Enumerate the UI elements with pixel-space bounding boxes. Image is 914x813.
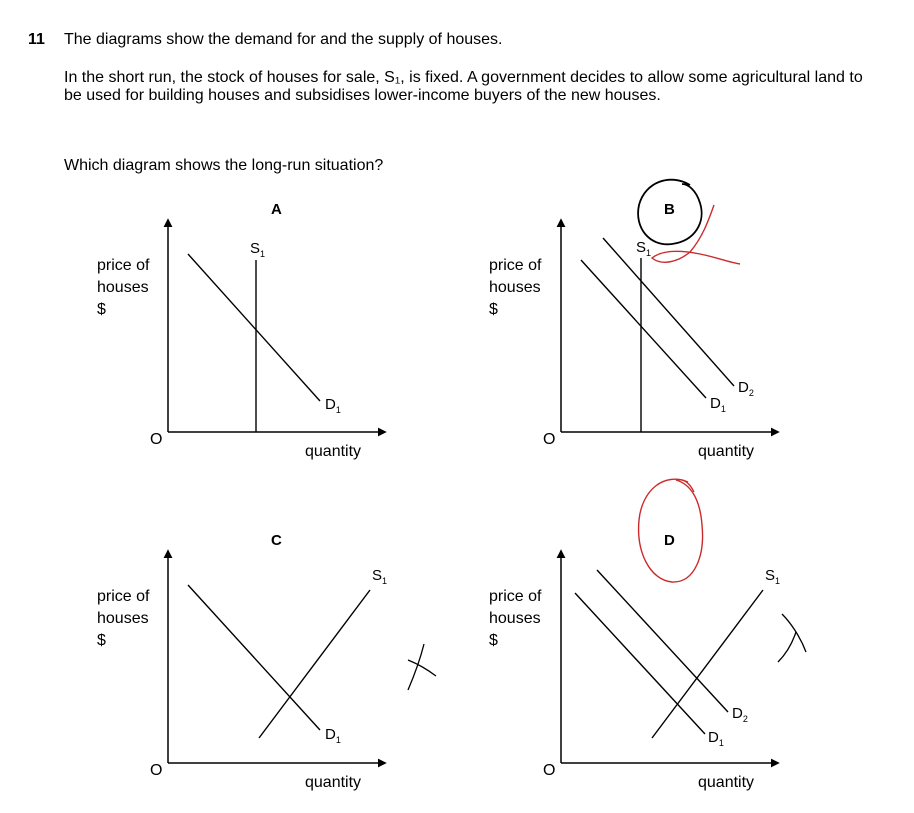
diagram-b-xlabel: quantity <box>698 443 755 460</box>
diagram-b-ylabel-line1: price of <box>489 257 542 274</box>
diagram-d-s1-label: $S_1$ <box>765 567 781 586</box>
diagram-b-label: B <box>664 201 675 218</box>
question-prompt: Which diagram shows the long-run situation? <box>64 157 384 174</box>
diagram-d-ylabel-line2: houses <box>489 610 541 627</box>
diagram-c-xlabel: quantity <box>305 774 362 791</box>
diagram-d-ylabel-line3: $ <box>489 632 498 649</box>
diagram-d-d1-label: $D_1$ <box>708 729 724 748</box>
diagram-b-origin: O <box>543 431 556 448</box>
diagram-a-d1-label: $D_1$ <box>325 396 341 415</box>
diagram-a <box>97 201 385 460</box>
diagram-c <box>97 532 387 791</box>
diagram-c-label: C <box>271 532 282 549</box>
diagram-a-ylabel-line3: $ <box>97 301 106 318</box>
diagram-b-d1-label: $D_1$ <box>710 395 726 414</box>
diagram-b <box>489 201 778 460</box>
cross-mark-d-stroke2 <box>778 632 796 662</box>
diagram-a-ylabel-line1: price of <box>97 257 150 274</box>
diagram-a-label: A <box>271 201 282 218</box>
diagram-d <box>489 532 780 791</box>
diagram-b-ylabel-line3: $ <box>489 301 498 318</box>
diagram-c-s1-label: $S_1$ <box>372 567 388 586</box>
cross-mark-d-stroke1 <box>782 614 806 652</box>
diagram-a-xlabel: quantity <box>305 443 362 460</box>
diagram-b-s1-label: $S_1$ <box>636 239 652 258</box>
diagram-b-demand-d2 <box>603 238 734 386</box>
diagram-d-demand-d2 <box>597 570 728 712</box>
diagram-d-d2-label: $D_2$ <box>732 705 748 724</box>
diagram-b-demand-d1 <box>581 260 706 398</box>
diagram-b-d2-label: $D_2$ <box>738 379 754 398</box>
diagram-a-ylabel-line2: houses <box>97 279 149 296</box>
diagram-c-ylabel-line3: $ <box>97 632 106 649</box>
red-circle-mark <box>639 479 703 582</box>
diagram-d-label: D <box>664 532 675 549</box>
diagram-c-demand-d1 <box>188 585 320 730</box>
diagram-a-s1-label: $S_1$ <box>250 240 266 259</box>
diagram-c-d1-label: $D_1$ <box>325 726 341 745</box>
diagram-d-origin: O <box>543 762 556 779</box>
diagram-a-origin: O <box>150 431 163 448</box>
diagram-d-xlabel: quantity <box>698 774 755 791</box>
handwritten-annotations <box>408 180 806 690</box>
diagram-a-demand-d1 <box>188 254 320 401</box>
cross-mark-c-stroke2 <box>408 660 436 676</box>
diagram-c-supply-s1 <box>259 590 370 738</box>
diagram-c-origin: O <box>150 762 163 779</box>
question-intro: The diagrams show the demand for and the supply of houses. <box>64 31 503 48</box>
diagram-b-ylabel-line2: houses <box>489 279 541 296</box>
diagram-d-ylabel-line1: price of <box>489 588 542 605</box>
question-number: 11 <box>28 31 45 48</box>
diagram-d-demand-d1 <box>575 593 705 734</box>
question-context: In the short run, the stock of houses for sale, S₁, is fixed. A government decides to allow some agricultural land to be used for building houses and subsidises lower-income buyers of the new houses. <box>64 69 863 104</box>
diagram-c-ylabel-line1: price of <box>97 588 150 605</box>
diagram-c-ylabel-line2: houses <box>97 610 149 627</box>
